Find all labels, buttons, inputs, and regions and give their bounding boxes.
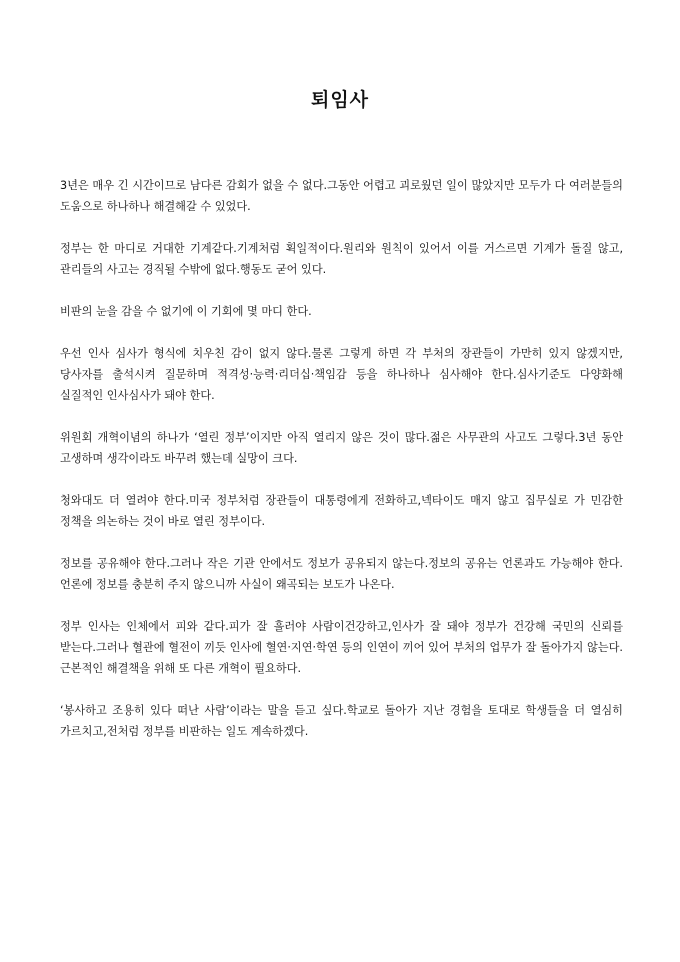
paragraph-4: 우선 인사 심사가 형식에 치우친 감이 없지 않다.물론 그렇게 하면 각 부처의 장관들이 가만히 있지 않겠지만,당사자를 출석시켜 질문하며 적격성·능력·리더십·책임감 등을 하나하나 심사해야 한다.심사기준도 다양화해 실질적인 인사심사가 돼야 한다. — [60, 347, 623, 402]
paragraph-6: 청와대도 더 열려야 한다.미국 정부처럼 장관들이 대통령에게 전화하고,넥타이도 매지 않고 집무실로 가 민감한 정책을 의논하는 것이 바로 열린 정부이다. — [60, 494, 623, 528]
paragraph-1: 3년은 매우 긴 시간이므로 남다른 감회가 없을 수 없다.그동안 어렵고 괴로웠던 일이 많았지만 모두가 다 여러분들의 도움으로 하나하나 해결해갈 수 있었다. — [60, 179, 623, 213]
paragraph-5: 위원회 개혁이념의 하나가 ‘열린 정부’이지만 아직 열리지 않은 것이 많다.젊은 사무관의 사고도 그렇다.3년 동안 고생하며 생각이라도 바꾸려 했는데 실망이 크다. — [60, 431, 623, 465]
paragraph-7: 정보를 공유해야 한다.그러나 작은 기관 안에서도 정보가 공유되지 않는다.정보의 공유는 언론과도 가능해야 한다.언론에 정보를 충분히 주지 않으니까 사실이 왜곡되는 보도가 나온다. — [60, 557, 623, 591]
document-title: 퇴임사 — [310, 89, 370, 111]
paragraph-9: ‘봉사하고 조용히 있다 떠난 사람’이라는 말을 듣고 싶다.학교로 돌아가 지난 경험을 토대로 학생들을 더 열심히 가르치고,전처럼 정부를 비판하는 일도 계속하겠다. — [60, 704, 623, 738]
document-body — [60, 175, 623, 763]
paragraph-8: 정부 인사는 인체에서 피와 같다.피가 잘 흘러야 사람이건강하고,인사가 잘 돼야 정부가 건강해 국민의 신뢰를 받는다.그러나 혈관에 혈전이 끼듯 인사에 혈연·지연·학연 등의 인연이 끼어 있어 부처의 업무가 잘 돌아가지 않는다.근본적인 해결책을 위해 또 다른 개혁이 필요하다. — [60, 620, 623, 675]
paragraph-2: 정부는 한 마디로 거대한 기계같다.기계처럼 획일적이다.원리와 원칙이 있어서 이를 거스르면 기계가 돌질 않고,관리들의 사고는 경직될 수밖에 없다.행동도 굳어 있다. — [60, 242, 623, 276]
paragraph-3: 비판의 눈을 감을 수 없기에 이 기회에 몇 마디 한다. — [60, 305, 312, 318]
